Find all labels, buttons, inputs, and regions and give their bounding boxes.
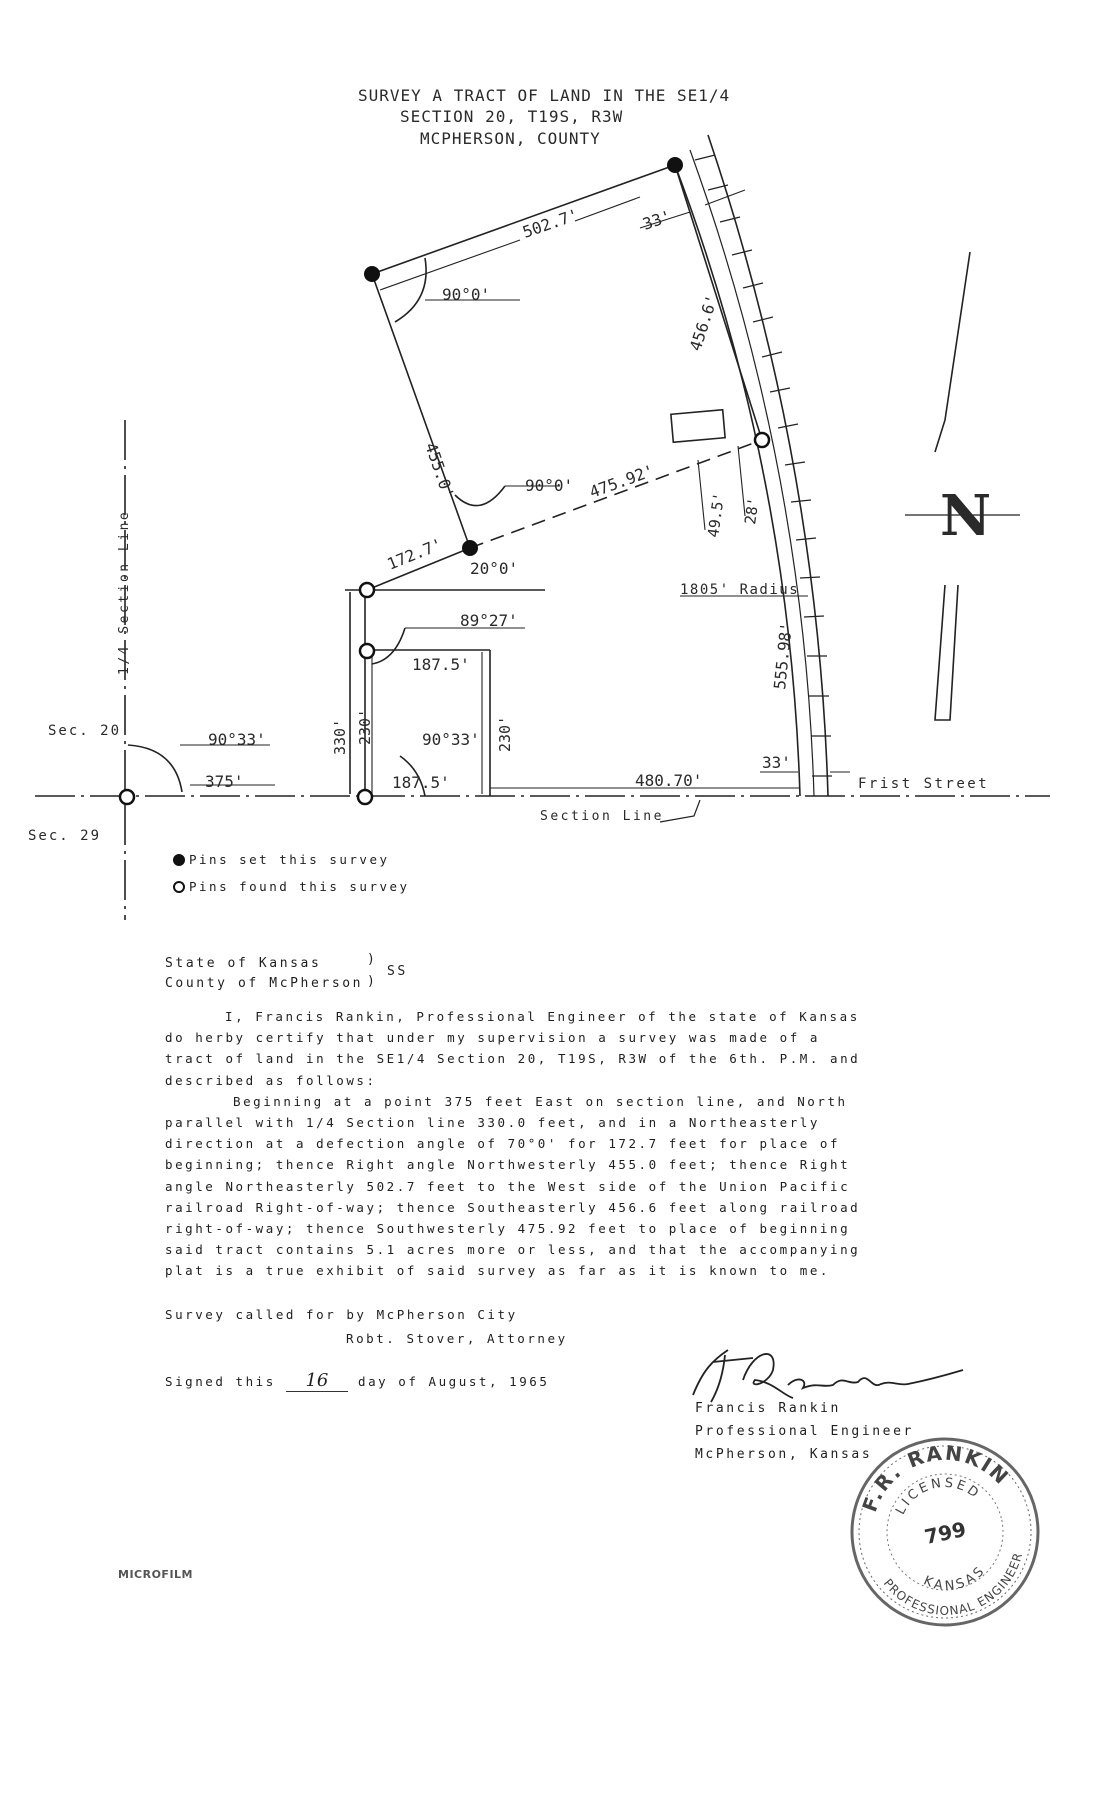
structure-rect bbox=[671, 410, 725, 442]
angle-90-33-left-label: 90°33' bbox=[208, 730, 266, 749]
body-line: I, Francis Rankin, Professional Engineer of the state of Kansas bbox=[225, 1009, 860, 1024]
state-line: State of Kansas bbox=[165, 956, 322, 971]
quarter-section-line-label: 1/4 Section Line bbox=[117, 509, 132, 675]
body-line: railroad Right-of-way; thence Southeasterly 456.6 feet along railroad bbox=[165, 1199, 861, 1215]
body-line: parallel with 1/4 Section line 330.0 feet, and in a Northeasterly bbox=[165, 1115, 820, 1131]
dim-187-top-label: 187.5' bbox=[412, 655, 470, 674]
angle-arc-nw bbox=[395, 258, 426, 322]
paren-1: ) bbox=[367, 952, 378, 967]
north-arrow-shaft-bottom bbox=[935, 585, 958, 720]
dim-455-label: 455.0' bbox=[421, 440, 458, 501]
signed-suffix: day of August, 1965 bbox=[358, 1374, 550, 1389]
seal-bottom-text: PROFESSIONAL ENGINEER bbox=[880, 1550, 1026, 1618]
paren-2: ) bbox=[367, 974, 378, 989]
right-of-way-line bbox=[675, 165, 800, 796]
certificate-body bbox=[165, 1006, 860, 1282]
dim-49-line bbox=[698, 460, 705, 530]
dim-502-line-b bbox=[575, 197, 640, 221]
engineer-location: McPherson, Kansas bbox=[695, 1447, 873, 1462]
frist-street-label: Frist Street bbox=[858, 776, 990, 792]
dim-555-label: 555.98' bbox=[770, 621, 797, 691]
county-line: County of McPherson bbox=[165, 976, 364, 991]
body-line: right-of-way; thence Southwesterly 475.92 feet to place of beginning bbox=[165, 1221, 851, 1237]
dim-480-label: 480.70' bbox=[635, 771, 703, 790]
dim-49-label: 49.5' bbox=[704, 491, 729, 539]
angle-arc-sw bbox=[455, 486, 505, 506]
pin-found-icon bbox=[173, 881, 185, 893]
body-line: beginning; thence Right angle Northwesterly 455.0 feet; thence Right bbox=[165, 1157, 851, 1173]
legend-set-label: Pins set this survey bbox=[189, 852, 390, 867]
title-line-1: SURVEY A TRACT OF LAND IN THE SE1/4 bbox=[358, 86, 731, 105]
engineer-name: Francis Rankin bbox=[695, 1401, 841, 1416]
body-line: Beginning at a point 375 feet East on section line, and North bbox=[233, 1093, 848, 1109]
title-line-3: MCPHERSON, COUNTY bbox=[420, 129, 601, 148]
pin-found-lot-mid bbox=[360, 644, 374, 658]
section-line-arrow bbox=[660, 800, 700, 822]
angle-89-label: 89°27' bbox=[460, 611, 518, 630]
angle-20-label: 20°0' bbox=[470, 559, 519, 578]
body-line: direction at a defection angle of 70°0' for 172.7 feet for place of bbox=[165, 1136, 841, 1152]
dim-230-left-label: 230' bbox=[356, 708, 374, 745]
seal-number: 799 bbox=[922, 1516, 969, 1550]
dim-33-top-ext bbox=[705, 190, 745, 205]
signature-image bbox=[683, 1340, 973, 1410]
body-line: said tract contains 5.1 acres more or less, and that the accompanying bbox=[165, 1242, 861, 1258]
dim-230-right-label: 230' bbox=[496, 715, 514, 752]
engineer-seal bbox=[845, 1432, 1045, 1632]
dim-33-top-label: 33' bbox=[640, 206, 674, 234]
pin-set-pob bbox=[462, 540, 478, 556]
dim-28-label: 28' bbox=[741, 496, 763, 526]
railroad-rail-outer bbox=[708, 135, 828, 796]
dim-33-bottom-label: 33' bbox=[762, 753, 791, 772]
pin-set-icon bbox=[173, 854, 185, 866]
title-line-2: SECTION 20, T19S, R3W bbox=[400, 107, 624, 126]
body-line: tract of land in the SE1/4 Section 20, T19S, R3W of the 6th. P.M. and bbox=[165, 1051, 861, 1067]
body-line: do herby certify that under my supervision a survey was made of a bbox=[165, 1030, 820, 1046]
seal-state-text: KANSAS bbox=[921, 1562, 990, 1595]
north-arrow-shaft-top bbox=[935, 252, 970, 452]
legend-found-label: Pins found this survey bbox=[189, 879, 410, 894]
signed-day: 16 bbox=[286, 1370, 348, 1392]
body-line: angle Northeasterly 502.7 feet to the West side of the Union Pacific bbox=[165, 1178, 851, 1194]
ss-label: SS bbox=[387, 964, 408, 979]
pin-found-railroad bbox=[755, 433, 769, 447]
railroad-ticks bbox=[695, 155, 832, 776]
angle-90-33-right-label: 90°33' bbox=[422, 730, 480, 749]
angle-nw-label: 90°0' bbox=[442, 285, 491, 304]
seal-top-text: F.R. RANKIN bbox=[857, 1440, 1015, 1515]
north-arrow-label: N bbox=[940, 483, 992, 549]
dim-502-line-a bbox=[380, 240, 520, 290]
body-line: described as follows: bbox=[165, 1072, 377, 1088]
dim-187-bottom-label: 187.5' bbox=[392, 773, 450, 792]
radius-label: 1805' Radius bbox=[680, 582, 800, 598]
dim-475-label: 475.92' bbox=[586, 460, 657, 502]
angle-arc-89 bbox=[372, 628, 405, 664]
legend-set bbox=[173, 852, 390, 867]
sec-29-label: Sec. 29 bbox=[28, 828, 102, 844]
angle-arc-90-left bbox=[128, 745, 182, 792]
dim-502-label: 502.7' bbox=[520, 205, 581, 242]
dim-330-label: 330' bbox=[331, 718, 349, 755]
dim-172-label: 172.7' bbox=[384, 534, 446, 574]
dim-375-label: 375' bbox=[205, 772, 244, 791]
section-line-label: Section Line bbox=[540, 809, 664, 824]
pin-set-ne bbox=[667, 157, 683, 173]
legend-found bbox=[173, 879, 410, 894]
dim-456-label: 456.6' bbox=[685, 292, 722, 354]
pin-found-lot-sw bbox=[358, 790, 372, 804]
pin-set-nw bbox=[364, 266, 380, 282]
body-line: plat is a true exhibit of said survey as far as it is known to me. bbox=[165, 1263, 830, 1279]
pin-found-section-corner bbox=[120, 790, 134, 804]
signed-prefix: Signed this bbox=[165, 1374, 276, 1389]
sec-20-label: Sec. 20 bbox=[48, 723, 122, 739]
seal-mid-text: LICENSED bbox=[893, 1475, 984, 1518]
signed-line bbox=[165, 1370, 549, 1392]
pin-found-lot-ne bbox=[360, 583, 374, 597]
attorney-line: Robt. Stover, Attorney bbox=[346, 1331, 568, 1346]
called-for-line: Survey called for by McPherson City bbox=[165, 1307, 518, 1322]
angle-sw-label: 90°0' bbox=[525, 476, 574, 495]
engineer-title: Professional Engineer bbox=[695, 1424, 914, 1439]
microfilm-stamp: MICROFILM bbox=[118, 1568, 193, 1581]
